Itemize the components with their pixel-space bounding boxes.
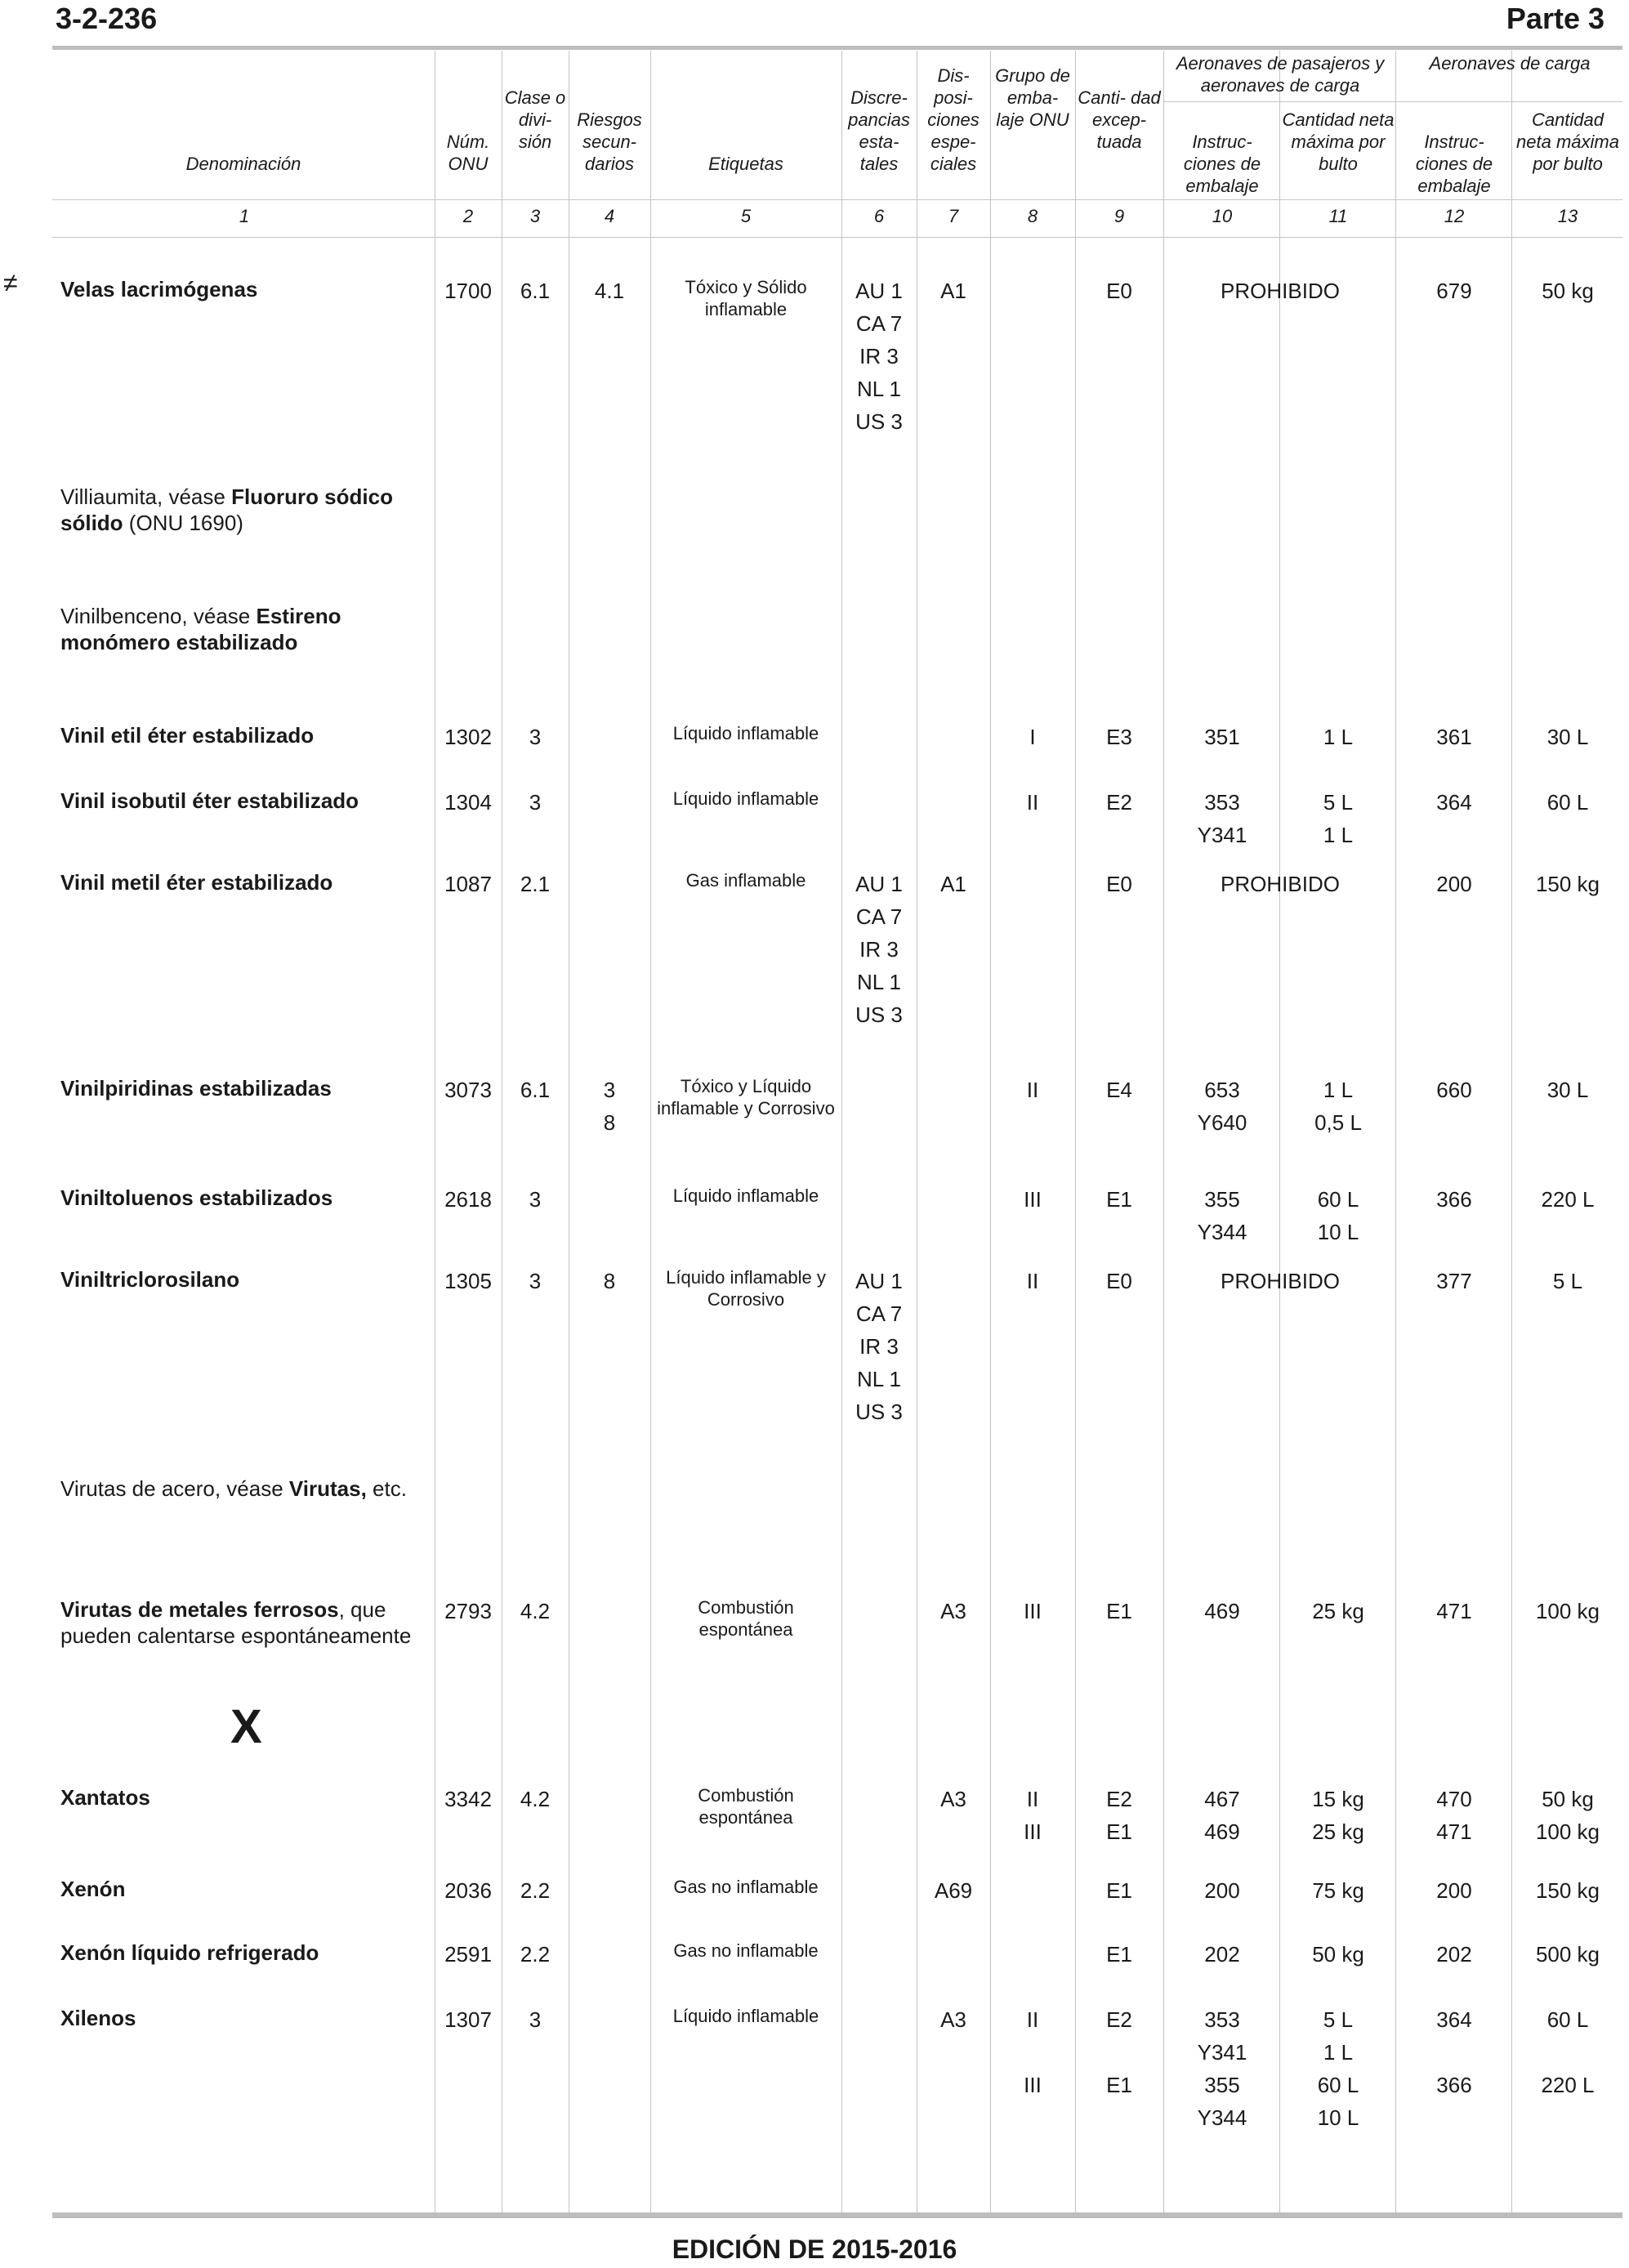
packing-instruction: Y341 — [1197, 2040, 1247, 2065]
hazard-label: Combustión espontánea — [698, 1785, 794, 1828]
entry-name — [60, 1876, 420, 1902]
packing-instruction: Y344 — [1197, 2105, 1247, 2130]
un-number: 3073 — [444, 1078, 492, 1102]
un-number: 3342 — [444, 1787, 492, 1811]
packing-instruction: 355 — [1204, 2073, 1240, 2097]
hazard-class: 2.2 — [520, 1942, 551, 1967]
cargo-packing-instruction: 660 — [1436, 1078, 1472, 1102]
entry-name — [60, 1940, 420, 1966]
entry-name — [60, 1185, 420, 1211]
col-header-special: Dis- posi- ciones espe- ciales — [927, 65, 980, 174]
excepted-quantity: E1 — [1106, 1942, 1132, 1967]
edition-footer: EDICIÓN DE 2015-2016 — [672, 2235, 957, 2264]
packing-group: I — [1029, 725, 1036, 749]
excepted-quantity: E0 — [1106, 279, 1132, 303]
excepted-quantity: E4 — [1106, 1078, 1132, 1102]
hazard-class: 3 — [529, 790, 542, 815]
col-header-un: Núm. ONU — [446, 132, 490, 174]
entry-name-text: Xantatos — [60, 1785, 150, 1810]
cargo-max-net-quantity: 100 kg — [1535, 1819, 1600, 1844]
col-divider — [1511, 51, 1512, 2212]
col-divider — [1163, 51, 1164, 2212]
excepted-quantity: E2 — [1106, 790, 1132, 815]
packing-instruction: Y640 — [1197, 1110, 1247, 1135]
entry-name — [60, 722, 420, 748]
max-net-quantity: 50 kg — [1312, 1942, 1364, 1967]
col-divider — [1075, 51, 1076, 2212]
hazard-class: 3 — [529, 725, 542, 749]
col-divider — [990, 51, 991, 2212]
entry-name-text: Viniltriclorosilano — [60, 1267, 240, 1292]
cargo-max-net-quantity: 60 L — [1546, 2007, 1589, 2032]
xref-text: (ONU 1690) — [123, 511, 243, 535]
max-net-quantity: 15 kg — [1312, 1787, 1364, 1811]
col-header-class: Clase o divi- sión — [504, 87, 566, 152]
hazard-class: 6.1 — [520, 1078, 551, 1102]
packing-instruction: 467 — [1204, 1787, 1240, 1811]
col-number: 2 — [462, 206, 474, 226]
xref-text: Virutas de acero, véase — [60, 1476, 289, 1501]
col-header-cargo-group: Aeronaves de carga — [1429, 53, 1591, 74]
cargo-packing-instruction: 366 — [1436, 2073, 1472, 2097]
hazard-class: 6.1 — [520, 279, 551, 303]
col-number: 5 — [740, 206, 752, 226]
max-net-quantity: 1 L — [1323, 823, 1354, 847]
entry-name — [60, 276, 420, 302]
excepted-quantity: E2 — [1106, 2007, 1132, 2032]
col-number: 11 — [1328, 206, 1348, 226]
entry-name-text: Vinil etil éter estabilizado — [60, 723, 315, 748]
excepted-quantity: E0 — [1106, 1269, 1132, 1293]
excepted-quantity: E1 — [1106, 2073, 1132, 2097]
hazard-label: Gas inflamable — [685, 870, 806, 891]
cargo-max-net-quantity: 50 kg — [1542, 1787, 1594, 1811]
col-number: 4 — [604, 206, 615, 226]
packing-instruction: 355 — [1204, 1187, 1240, 1212]
cargo-packing-instruction: 202 — [1436, 1942, 1472, 1967]
excepted-quantity: E2 — [1106, 1787, 1132, 1811]
col-number: 3 — [529, 206, 541, 226]
hazard-label: Líquido inflamable — [672, 788, 819, 809]
state-variation: AU 1 — [855, 279, 903, 303]
state-variation: AU 1 — [855, 872, 903, 896]
packing-group: II — [1026, 1269, 1039, 1293]
header-rule — [52, 237, 1622, 238]
special-provision: A3 — [940, 1787, 966, 1811]
packing-group: III — [1024, 1187, 1042, 1212]
col-number: 13 — [1557, 206, 1578, 226]
state-variation: US 3 — [855, 409, 903, 434]
entry-name-text: Xenón — [60, 1877, 126, 1901]
xref-target[interactable]: Estireno monómero estabilizado — [60, 604, 341, 654]
state-variation: NL 1 — [857, 1367, 901, 1391]
entry-name — [60, 1596, 420, 1649]
un-number: 1700 — [444, 279, 492, 303]
col-header-pi: Instruc- ciones de embalaje — [1183, 132, 1261, 196]
entry-name-qualifier: , que pueden calentarse espontáneamente — [60, 1597, 412, 1648]
special-provision: A69 — [934, 1878, 973, 1903]
col-header-excepted: Canti- dad excep- tuada — [1078, 87, 1161, 152]
subsidiary-risk: 4.1 — [594, 279, 625, 303]
col-header-state: Discre- pancias esta- tales — [848, 87, 910, 174]
cargo-packing-instruction: 377 — [1436, 1269, 1472, 1293]
packing-instruction: 351 — [1204, 725, 1240, 749]
col-divider — [1395, 51, 1396, 2212]
packing-instruction: Y341 — [1197, 823, 1247, 847]
col-header-qty: Cantidad neta máxima por bulto — [1282, 109, 1395, 174]
entry-name — [60, 2005, 420, 2031]
state-variation: IR 3 — [859, 344, 899, 368]
entry-name-text: Vinil metil éter estabilizado — [60, 870, 333, 895]
max-net-quantity: 25 kg — [1312, 1599, 1364, 1623]
cross-reference — [60, 603, 420, 655]
max-net-quantity: 25 kg — [1312, 1819, 1364, 1844]
cargo-max-net-quantity: 5 L — [1552, 1269, 1583, 1293]
forbidden-text: PROHIBIDO — [1221, 1269, 1340, 1293]
excepted-quantity: E1 — [1106, 1878, 1132, 1903]
hazard-class: 4.2 — [520, 1599, 551, 1623]
entry-name-text: Vinil isobutil éter estabilizado — [60, 788, 359, 813]
excepted-quantity: E0 — [1106, 872, 1132, 896]
xref-text: Villiaumita, véase — [60, 484, 232, 509]
hazard-label: Tóxico y Líquido inflamable y Corrosivo — [657, 1076, 835, 1118]
un-number: 2618 — [444, 1187, 492, 1212]
packing-group: II — [1026, 790, 1039, 815]
entry-name-text: Virutas de metales ferrosos — [60, 1597, 339, 1622]
cross-reference — [60, 1476, 420, 1502]
xref-target[interactable]: Virutas, — [288, 1476, 367, 1501]
state-variation: NL 1 — [857, 377, 901, 401]
hazard-class: 4.2 — [520, 1787, 551, 1811]
cargo-max-net-quantity: 60 L — [1546, 790, 1589, 815]
xref-text: etc. — [366, 1476, 407, 1501]
subsidiary-risk: 8 — [603, 1269, 616, 1293]
cargo-packing-instruction: 361 — [1436, 725, 1472, 749]
cargo-packing-instruction: 471 — [1436, 1599, 1472, 1623]
hazard-label: Líquido inflamable — [672, 723, 819, 743]
hazard-label: Líquido inflamable y Corrosivo — [666, 1267, 826, 1310]
un-number: 1305 — [444, 1269, 492, 1293]
packing-instruction: 653 — [1204, 1078, 1240, 1102]
cargo-max-net-quantity: 150 kg — [1535, 1878, 1600, 1903]
packing-group: II — [1026, 1078, 1039, 1102]
state-variation: CA 7 — [855, 904, 903, 929]
entry-name-text: Viniltoluenos estabilizados — [60, 1185, 333, 1210]
cargo-max-net-quantity: 220 L — [1541, 2073, 1595, 2097]
xref-target[interactable]: Fluoruro sódico sólido — [60, 484, 393, 535]
entry-name — [60, 1266, 420, 1292]
hazard-class: 2.2 — [520, 1878, 551, 1903]
excepted-quantity: E1 — [1106, 1599, 1132, 1623]
excepted-quantity: E1 — [1106, 1819, 1132, 1844]
packing-instruction: 202 — [1204, 1942, 1240, 1967]
forbidden-text: PROHIBIDO — [1221, 872, 1340, 896]
entry-name-text: Vinilpiridinas estabilizadas — [60, 1076, 332, 1101]
packing-instruction: Y344 — [1197, 1220, 1247, 1244]
max-net-quantity: 1 L — [1323, 1078, 1354, 1102]
subsidiary-risk: 3 — [603, 1078, 616, 1102]
hazard-label: Tóxico y Sólido inflamable — [685, 277, 807, 319]
max-net-quantity: 10 L — [1317, 2105, 1359, 2130]
xref-text: Vinilbenceno, véase — [60, 604, 257, 628]
entry-name-text: Xenón líquido refrigerado — [60, 1940, 319, 1965]
col-divider — [1279, 51, 1280, 2212]
max-net-quantity: 75 kg — [1312, 1878, 1364, 1903]
col-divider — [841, 51, 842, 2212]
hazard-label: Líquido inflamable — [672, 1185, 819, 1206]
cargo-max-net-quantity: 50 kg — [1542, 279, 1594, 303]
packing-group: III — [1024, 2073, 1042, 2097]
excepted-quantity: E3 — [1106, 725, 1132, 749]
state-variation: IR 3 — [859, 1334, 899, 1359]
col-number: 1 — [239, 206, 250, 226]
packing-instruction: 353 — [1204, 2007, 1240, 2032]
entry-name — [60, 1075, 420, 1101]
cargo-packing-instruction: 679 — [1436, 279, 1472, 303]
entry-name-text: Xilenos — [60, 2006, 136, 2030]
max-net-quantity: 10 L — [1317, 1220, 1359, 1244]
un-number: 1307 — [444, 2007, 492, 2032]
top-rule — [52, 46, 1622, 50]
col-header-labels: Etiquetas — [708, 154, 783, 174]
packing-instruction: 469 — [1204, 1819, 1240, 1844]
un-number: 2036 — [444, 1878, 492, 1903]
packing-instruction: 353 — [1204, 790, 1240, 815]
state-variation: CA 7 — [855, 1301, 903, 1326]
cargo-packing-instruction: 364 — [1436, 2007, 1472, 2032]
entry-name — [60, 1784, 420, 1810]
packing-group: III — [1024, 1599, 1042, 1623]
packing-group: III — [1024, 1819, 1042, 1844]
col-header-pg: Grupo de emba- laje ONU — [995, 65, 1070, 130]
hazard-class: 3 — [529, 2007, 542, 2032]
cargo-packing-instruction: 364 — [1436, 790, 1472, 815]
max-net-quantity: 60 L — [1317, 1187, 1359, 1212]
cargo-max-net-quantity: 220 L — [1541, 1187, 1595, 1212]
cargo-max-net-quantity: 30 L — [1546, 725, 1589, 749]
header-rule — [52, 199, 1622, 200]
packing-instruction: 469 — [1204, 1599, 1240, 1623]
col-header-name: Denominación — [185, 154, 301, 174]
special-provision: A3 — [940, 2007, 966, 2032]
cargo-max-net-quantity: 100 kg — [1535, 1599, 1600, 1623]
max-net-quantity: 1 L — [1323, 2040, 1354, 2065]
state-variation: NL 1 — [857, 970, 901, 994]
cargo-packing-instruction: 470 — [1436, 1787, 1472, 1811]
subsidiary-risk: 8 — [603, 1110, 616, 1135]
cargo-packing-instruction: 200 — [1436, 872, 1472, 896]
max-net-quantity: 0,5 L — [1314, 1110, 1362, 1135]
max-net-quantity: 60 L — [1317, 2073, 1359, 2097]
state-variation: CA 7 — [855, 311, 903, 336]
state-variation: AU 1 — [855, 1269, 903, 1293]
cross-reference — [60, 484, 420, 536]
hazard-class: 3 — [529, 1187, 542, 1212]
packing-instruction: 200 — [1204, 1878, 1240, 1903]
col-header-qty-cargo: Cantidad neta máxima por bulto — [1516, 109, 1619, 174]
forbidden-text: PROHIBIDO — [1221, 279, 1340, 303]
entry-name — [60, 788, 420, 814]
part-label: Parte 3 — [1506, 2, 1604, 35]
cargo-max-net-quantity: 500 kg — [1535, 1942, 1600, 1967]
excepted-quantity: E1 — [1106, 1187, 1132, 1212]
col-number: 7 — [948, 206, 959, 226]
un-number: 1304 — [444, 790, 492, 815]
hazard-class: 2.1 — [520, 872, 551, 896]
col-number: 9 — [1114, 206, 1125, 226]
entry-name — [60, 869, 420, 895]
state-variation: US 3 — [855, 1400, 903, 1424]
entry-name-text: Velas lacrimógenas — [60, 277, 258, 301]
hazard-label: Gas no inflamable — [673, 1940, 819, 1961]
hazard-label: Gas no inflamable — [673, 1877, 819, 1897]
bottom-rule — [52, 2212, 1622, 2218]
special-provision: A3 — [940, 1599, 966, 1623]
col-header-pi-cargo: Instruc- ciones de embalaje — [1415, 132, 1493, 196]
cargo-packing-instruction: 366 — [1436, 1187, 1472, 1212]
un-number: 2591 — [444, 1942, 492, 1967]
max-net-quantity: 1 L — [1323, 725, 1354, 749]
col-header-pax-group: Aeronaves de pasajeros y aeronaves de carga — [1176, 53, 1385, 96]
col-header-subrisk: Riesgos secun- darios — [577, 109, 642, 174]
packing-group: II — [1026, 2007, 1039, 2032]
hazard-label: Combustión espontánea — [698, 1597, 794, 1640]
page-number: 3-2-236 — [56, 2, 158, 35]
hazard-label: Líquido inflamable — [672, 2006, 819, 2026]
packing-group: II — [1026, 1787, 1039, 1811]
cargo-packing-instruction: 471 — [1436, 1819, 1472, 1844]
max-net-quantity: 5 L — [1323, 2007, 1354, 2032]
max-net-quantity: 5 L — [1323, 790, 1354, 815]
col-number: 6 — [873, 206, 885, 226]
cargo-packing-instruction: 200 — [1436, 1878, 1472, 1903]
state-variation: US 3 — [855, 1002, 903, 1027]
cargo-max-net-quantity: 150 kg — [1535, 872, 1600, 896]
un-number: 1302 — [444, 725, 492, 749]
hazard-class: 3 — [529, 1269, 542, 1293]
col-number: 12 — [1444, 206, 1465, 226]
col-divider — [650, 51, 651, 2212]
section-letter: X — [230, 1700, 262, 1753]
special-provision: A1 — [940, 279, 966, 303]
un-number: 2793 — [444, 1599, 492, 1623]
state-variation: IR 3 — [859, 937, 899, 962]
un-number: 1087 — [444, 872, 492, 896]
col-number: 10 — [1212, 206, 1233, 226]
header-subrule — [1163, 101, 1622, 102]
change-marker: ≠ — [3, 268, 18, 297]
cargo-max-net-quantity: 30 L — [1546, 1078, 1589, 1102]
special-provision: A1 — [940, 872, 966, 896]
col-number: 8 — [1027, 206, 1038, 226]
